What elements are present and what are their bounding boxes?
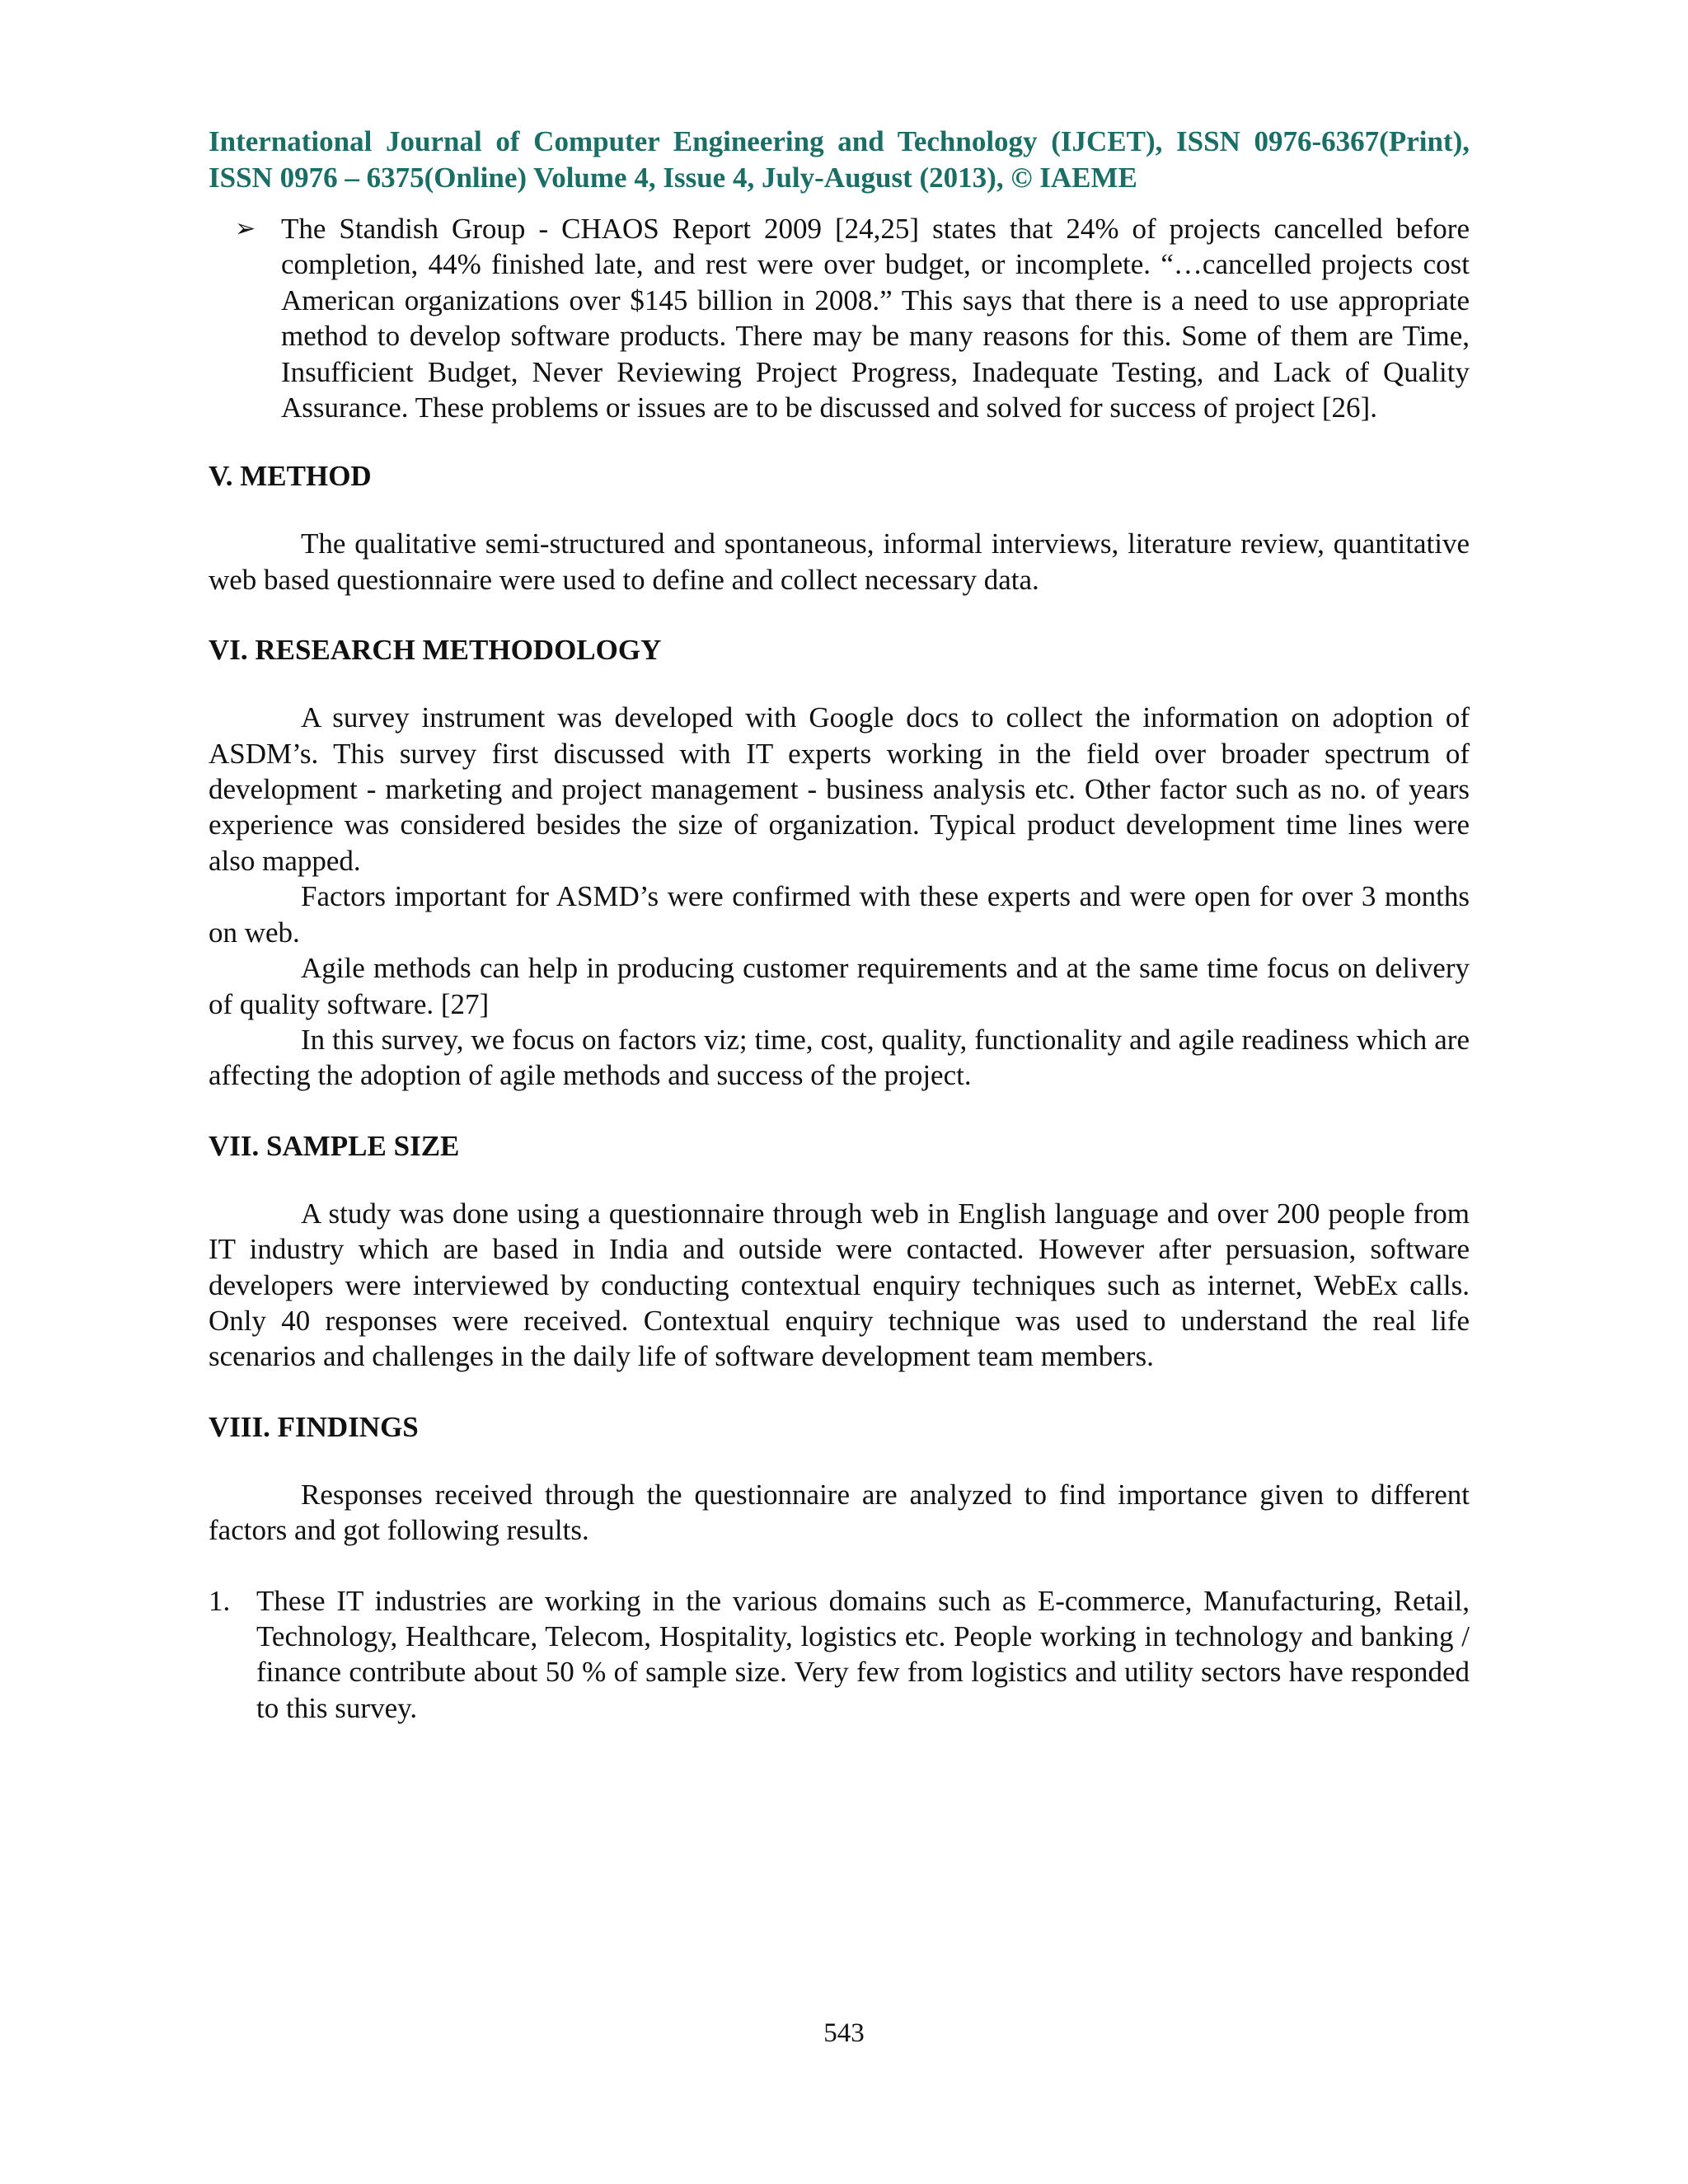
paragraph: Factors important for ASMD’s were confirmed with these experts and were open for over 3 months on web. [209, 880, 1470, 949]
section-research-methodology [209, 632, 1470, 1093]
bullet-text: The Standish Group - CHAOS Report 2009 [24,25] states that 24% of projects cancelled before completion, 44% finished late, and rest were over budget, or incomplete. “…cancelled projects cost American organizations over $145 billion in 2008.” This says that there is a need to use appropriate method to develop software products. There may be many reasons for this. Some of them are Time, Insufficient Budget, Never Reviewing Project Progress, Inadequate Testing, and Lack of Quality Assurance. These problems or issues are to be discussed and solved for success of project [26]. [281, 213, 1470, 424]
paragraph: Agile methods can help in producing customer requirements and at the same time focus on delivery of quality software. [27] [209, 952, 1470, 1020]
numbered-list-item [209, 1583, 1470, 1727]
arrow-bullet-icon: ➢ [235, 214, 256, 243]
list-number: 1. [209, 1584, 231, 1617]
section-sample-size [209, 1128, 1470, 1375]
journal-header: International Journal of Computer Engineering and Technology (IJCET), ISSN 0976-6367(Print), ISSN 0976 – 6375(Online) Volume 4, Issue 4, July-August (2013), © IAEME [209, 125, 1470, 194]
section-heading-sample-size: VII. SAMPLE SIZE [209, 1129, 460, 1162]
bullet-item-standish-report [209, 211, 1470, 425]
section-heading-findings: VIII. FINDINGS [209, 1410, 419, 1443]
section-heading-research-methodology: VI. RESEARCH METHODOLOGY [209, 634, 662, 667]
section-heading-method: V. METHOD [209, 460, 372, 493]
section-findings [209, 1409, 1470, 1726]
paragraph: A survey instrument was developed with Google docs to collect the information on adoption of ASDM’s. This survey first discussed with IT experts working in the field over broader spectrum of development - marketing and project management - business analysis etc. Other factor such as no. of years experience was considered besides the size of organization. Typical product development time lines were also mapped. [209, 701, 1470, 877]
paragraph: Responses received through the questionnaire are analyzed to find importance given to different factors and got following results. [209, 1478, 1470, 1547]
list-item-text: These IT industries are working in the various domains such as E-commerce, Manufacturing, Retail, Technology, Healthcare, Telecom, Hospitality, logistics etc. People working in technology and banking / finance contribute about 50 % of sample size. Very few from logistics and utility sectors have responded to this survey. [256, 1584, 1470, 1724]
section-method [209, 458, 1470, 598]
paragraph: A study was done using a questionnaire through web in English language and over 200 people from IT industry which are based in India and outside were contacted. However after persuasion, software developers were interviewed by conducting contextual enquiry techniques such as internet, WebEx calls. Only 40 responses were received. Contextual enquiry technique was used to understand the real life scenarios and challenges in the daily life of software development team members. [209, 1197, 1470, 1373]
paragraph: The qualitative semi-structured and spontaneous, informal interviews, literature review, quantitative web based questionnaire were used to define and collect necessary data. [209, 527, 1470, 596]
paper-page [209, 124, 1470, 1726]
paragraph: In this survey, we focus on factors viz; time, cost, quality, functionality and agile readiness which are affecting the adoption of agile methods and success of the project. [209, 1023, 1470, 1092]
page-number: 543 [823, 2018, 865, 2048]
